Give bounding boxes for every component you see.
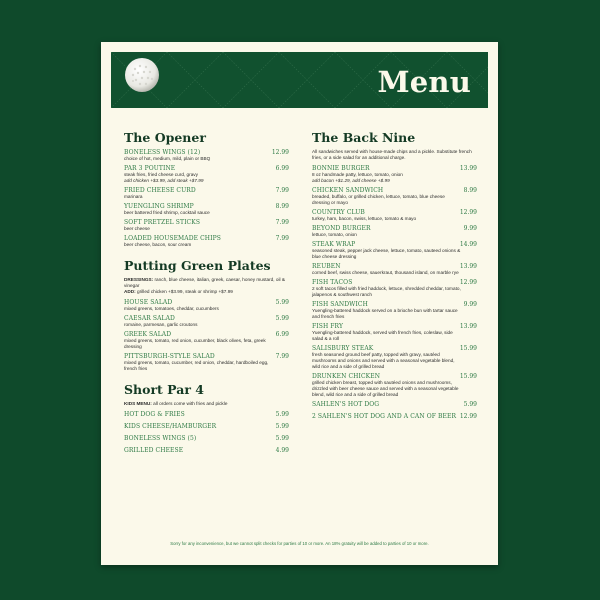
- item-price: 14.99: [459, 241, 477, 248]
- item-price: 9.99: [463, 301, 477, 308]
- item-price: 7.99: [275, 187, 289, 194]
- menu-item: [124, 203, 289, 216]
- menu-item: [124, 187, 289, 200]
- menu-item: [124, 235, 289, 248]
- item-description: breaded, buffalo, or grilled chicken, lettuce, tomato, blue cheese dressing or mayo: [312, 194, 445, 205]
- item-name: 2 SAHLEN'S HOT DOG AND A CAN OF BEER: [312, 413, 457, 420]
- golf-ball-icon: [124, 57, 160, 93]
- item-description: mixed greens, tomato, cucumber, red onion, cheddar, hardboiled egg, french fries: [124, 360, 269, 371]
- menu-item: [312, 401, 477, 408]
- menu-item: [124, 447, 289, 454]
- item-name: FISH SANDWICH: [312, 301, 368, 308]
- back-nine-list: [312, 165, 477, 420]
- item-description: Yuengling-battered haddock served on a brioche bun with tartar sauce and french fries: [312, 308, 458, 319]
- menu-item: [124, 353, 289, 372]
- section-title-short-par: Short Par 4: [124, 382, 204, 397]
- item-name: HOUSE SALAD: [124, 299, 173, 306]
- item-name: GREEK SALAD: [124, 331, 172, 338]
- item-addons: add chicken +$3.99, add steak +$7.99: [124, 178, 204, 183]
- item-description: corned beef, swiss cheese, sauerkraut, thousand island, on marble rye: [312, 270, 459, 275]
- item-price: 8.99: [463, 187, 477, 194]
- item-price: 13.99: [459, 323, 477, 330]
- menu-item: [312, 345, 477, 370]
- menu-item: [124, 435, 289, 442]
- item-price: 12.99: [271, 149, 289, 156]
- menu-item: [312, 187, 477, 206]
- menu-item: [124, 423, 289, 430]
- item-description: choice of hot, medium, mild, plain or BBQ: [124, 156, 211, 161]
- item-price: 15.99: [459, 373, 477, 380]
- item-name: KIDS CHEESE/HAMBURGER: [124, 423, 217, 430]
- section-title-back-nine: The Back Nine: [312, 130, 416, 145]
- menu-item: [124, 411, 289, 418]
- kids-label: KIDS MENU:: [124, 401, 152, 406]
- item-price: 4.99: [275, 447, 289, 454]
- short-par-list: [124, 411, 289, 454]
- menu-item: [124, 331, 289, 350]
- footer-note: Sorry for any inconvenience, but we cannot split checks for parties of 10 or more. An 18% gratuity will be added to parties of 10 or more.: [170, 541, 429, 546]
- item-name: SALISBURY STEAK: [312, 345, 374, 352]
- sandwich-note: All sandwiches served with house-made chips and a pickle. Substitute french fries, or a side salad for an additional charge.: [312, 149, 472, 160]
- menu-item: [312, 209, 477, 222]
- item-description: Yuengling-battered haddock, served with french fries, coleslaw, side salad & a roll: [312, 330, 453, 341]
- menu-item: [312, 225, 477, 238]
- item-name: SOFT PRETZEL STICKS: [124, 219, 201, 226]
- menu-item: [312, 241, 477, 260]
- item-price: 13.99: [459, 263, 477, 270]
- menu-item: [124, 165, 289, 184]
- item-price: 6.99: [275, 165, 289, 172]
- add-text: grilled chicken +$3.99, steak or shrimp +$7.99: [135, 289, 233, 294]
- menu-item: [312, 413, 477, 420]
- item-name: BONNIE BURGER: [312, 165, 370, 172]
- item-price: 5.99: [463, 401, 477, 408]
- item-name: GRILLED CHEESE: [124, 447, 184, 454]
- section-title-opener: The Opener: [124, 130, 206, 145]
- item-name: SAHLEN'S HOT DOG: [312, 401, 380, 408]
- dressings-label: DRESSINGS:: [124, 277, 154, 282]
- item-price: 7.99: [275, 219, 289, 226]
- right-column: [312, 130, 477, 423]
- item-price: 8.99: [275, 203, 289, 210]
- item-price: 5.99: [275, 299, 289, 306]
- item-name: YUENGLING SHRIMP: [124, 203, 194, 210]
- item-name: PITTSBURGH-STYLE SALAD: [124, 353, 215, 360]
- plates-list: [124, 299, 289, 372]
- item-price: 12.99: [459, 279, 477, 286]
- menu-item: [312, 373, 477, 398]
- item-name: BONELESS WINGS (12): [124, 149, 201, 156]
- section-title-plates: Putting Green Plates: [124, 258, 271, 273]
- item-addons: add bacon +$1.29, add cheese +$.99: [312, 178, 390, 183]
- menu-item: [124, 219, 289, 232]
- item-price: 7.99: [275, 353, 289, 360]
- item-name: PAR 3 POUTINE: [124, 165, 176, 172]
- item-description: 8 oz handmade patty, lettuce, tomato, onion: [312, 172, 403, 177]
- item-name: CHICKEN SANDWICH: [312, 187, 384, 194]
- item-price: 5.99: [275, 435, 289, 442]
- item-price: 7.99: [275, 235, 289, 242]
- item-description: lettuce, tomato, onion: [312, 232, 357, 237]
- kids-note: [124, 401, 289, 407]
- item-name: DRUNKEN CHICKEN: [312, 373, 381, 380]
- dressings-text: ranch, blue cheese, italian, greek, caesar, honey mustard, oil & vinegar: [124, 277, 286, 288]
- plates-note: [124, 277, 289, 295]
- item-name: CAESAR SALAD: [124, 315, 175, 322]
- item-name: REUBEN: [312, 263, 341, 270]
- menu-item: [312, 165, 477, 184]
- item-description: romaine, parmesan, garlic croutons: [124, 322, 198, 327]
- item-description: 2 soft tacos filled with fried haddock, lettuce, shredded cheddar, tomato, jalapenos & southwest ranch: [312, 286, 461, 297]
- menu-item: [312, 263, 477, 276]
- item-description: beer battered fried shrimp, cocktail sauce: [124, 210, 210, 215]
- add-label: ADD:: [124, 289, 136, 294]
- menu-item: [124, 149, 289, 162]
- item-name: FISH FRY: [312, 323, 344, 330]
- left-column: [124, 130, 289, 457]
- menu-item: [312, 323, 477, 342]
- item-price: 6.99: [275, 331, 289, 338]
- item-description: steak fries, fried cheese curd, gravy: [124, 172, 198, 177]
- menu-card: [101, 42, 498, 565]
- item-description: marinara: [124, 194, 143, 199]
- item-price: 12.99: [459, 413, 477, 420]
- item-description: fresh seasoned ground beef patty, topped with gravy, sautéed mushrooms and onions and served with a seasonal vegetable blend, wild rice and a side of grilled bread: [312, 352, 455, 369]
- item-name: BEYOND BURGER: [312, 225, 371, 232]
- menu-banner: [111, 52, 488, 108]
- opener-list: [124, 149, 289, 248]
- item-description: mixed greens, tomato, red onion, cucumber, black olives, feta, greek dressing: [124, 338, 266, 349]
- item-description: grilled chicken breast, topped with sautéed onions and mushrooms, drizzled with beer cheese sauce and served with a seasonal vegetable blend, wild rice and a side of grilled bread: [312, 380, 459, 397]
- menu-item: [124, 315, 289, 328]
- item-name: STEAK WRAP: [312, 241, 356, 248]
- menu-item: [312, 279, 477, 298]
- menu-item: [312, 301, 477, 320]
- item-description: turkey, ham, bacon, swiss, lettuce, tomato & mayo: [312, 216, 417, 221]
- item-price: 5.99: [275, 315, 289, 322]
- item-name: LOADED HOUSEMADE CHIPS: [124, 235, 221, 242]
- kids-text: all orders come with fries and pickle: [151, 401, 228, 406]
- item-name: COUNTRY CLUB: [312, 209, 365, 216]
- menu-title: Menu: [377, 65, 471, 99]
- item-description: beer cheese: [124, 226, 150, 231]
- item-price: 9.99: [463, 225, 477, 232]
- item-description: mixed greens, tomatoes, cheddar, cucumbers: [124, 306, 219, 311]
- item-price: 5.99: [275, 423, 289, 430]
- menu-item: [124, 299, 289, 312]
- item-name: FRIED CHEESE CURD: [124, 187, 196, 194]
- item-name: BONELESS WINGS (5): [124, 435, 197, 442]
- item-description: seasoned steak, pepper jack cheese, lettuce, tomato, sauteed onions & blue cheese dressing: [312, 248, 461, 259]
- item-price: 15.99: [459, 345, 477, 352]
- item-name: FISH TACOS: [312, 279, 353, 286]
- item-price: 12.99: [459, 209, 477, 216]
- item-price: 5.99: [275, 411, 289, 418]
- item-price: 13.99: [459, 165, 477, 172]
- item-description: beer cheese, bacon, sour cream: [124, 242, 192, 247]
- item-name: HOT DOG & FRIES: [124, 411, 185, 418]
